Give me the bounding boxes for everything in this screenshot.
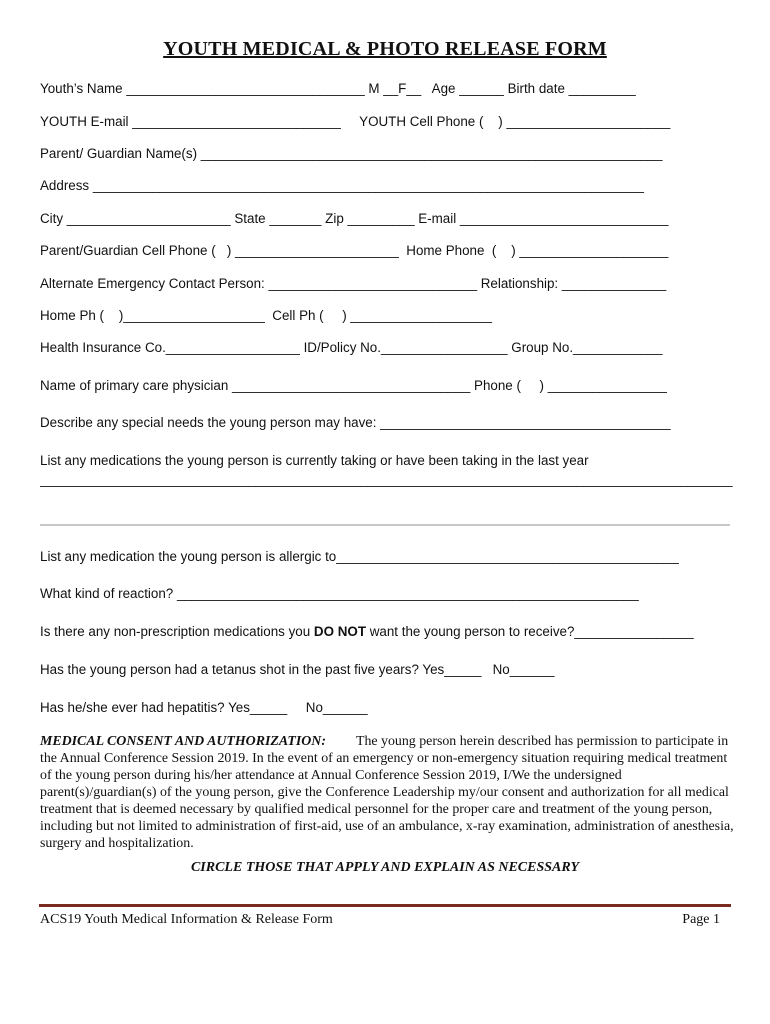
consent-heading: MEDICAL CONSENT AND AUTHORIZATION: [40,734,326,749]
non-prescription-text-pre: Is there any non-prescription medications you [40,624,314,639]
hepatitis-line[interactable]: Has he/she ever had hepatitis? Yes_____ No______ [40,700,368,715]
youth-name-line[interactable]: Youth’s Name ________________________________ M __F__ Age ______ Birth date _________ [40,81,636,96]
physician-line[interactable]: Name of primary care physician ________________________________ Phone ( ) ________________ [40,378,667,393]
medications-prompt: List any medications the young person is currently taking or have been taking in the last year [40,453,589,468]
footer-rule [39,904,731,907]
alt-phones-line[interactable]: Home Ph ( )___________________ Cell Ph ( ) ___________________ [40,308,492,323]
insurance-line[interactable]: Health Insurance Co.__________________ ID/Policy No._________________ Group No.____________ [40,340,663,355]
page-number: Page 1 [682,912,720,927]
form-title: YOUTH MEDICAL & PHOTO RELEASE FORM [163,38,607,60]
city-state-zip-line[interactable]: City ______________________ State _______ Zip _________ E-mail ____________________________ [40,211,669,226]
youth-contact-line[interactable]: YOUTH E-mail ____________________________ YOUTH Cell Phone ( ) ______________________ [40,114,671,129]
guardian-name-line[interactable]: Parent/ Guardian Name(s) ______________________________________________________________ [40,146,663,161]
guardian-phones-line[interactable]: Parent/Guardian Cell Phone ( ) ______________________ Home Phone ( ) ____________________ [40,243,669,258]
medications-blank[interactable]: _____________________________________________________________________________________________ [40,472,733,487]
consent-body: The young person herein described has permission to participate in the Annual Conference Session 2019. In the event of an emergency or non-emergency situation requiring medical treatment of the young person during his/her attendance at Annual Conference Session 2019, I/We the undersigned parent(s)/guardian(s) of the young person, give the Conference Leadership my/our consent and authorization for all medical treatment that is deemed necessary by qualified medical personnel for the proper care and treatment of the young person, including but not limited to administration of first-aid, use of an ambulance, x-ray examination, administration of anesthesia, surgery and hospitalization. [40,734,734,851]
special-needs-line[interactable]: Describe any special needs the young person may have: _______________________________________ [40,415,671,430]
footer-form-name: ACS19 Youth Medical Information & Release Form [40,912,333,927]
consent-paragraph [40,733,740,852]
do-not-emphasis: DO NOT [313,624,366,639]
circle-instruction: CIRCLE THOSE THAT APPLY AND EXPLAIN AS NECESSARY [190,860,580,875]
tetanus-line[interactable]: Has the young person had a tetanus shot in the past five years? Yes_____ No______ [40,662,555,677]
non-prescription-line[interactable] [40,624,740,640]
non-prescription-text-post: want the young person to receive?________________ [366,624,694,639]
section-divider [40,524,730,526]
address-line[interactable]: Address __________________________________________________________________________ [40,178,644,193]
allergies-line[interactable]: List any medication the young person is allergic to______________________________________________ [40,549,679,564]
reaction-line[interactable]: What kind of reaction? ______________________________________________________________ [40,586,639,601]
alt-contact-line[interactable]: Alternate Emergency Contact Person: ____________________________ Relationship: ______________ [40,276,667,291]
